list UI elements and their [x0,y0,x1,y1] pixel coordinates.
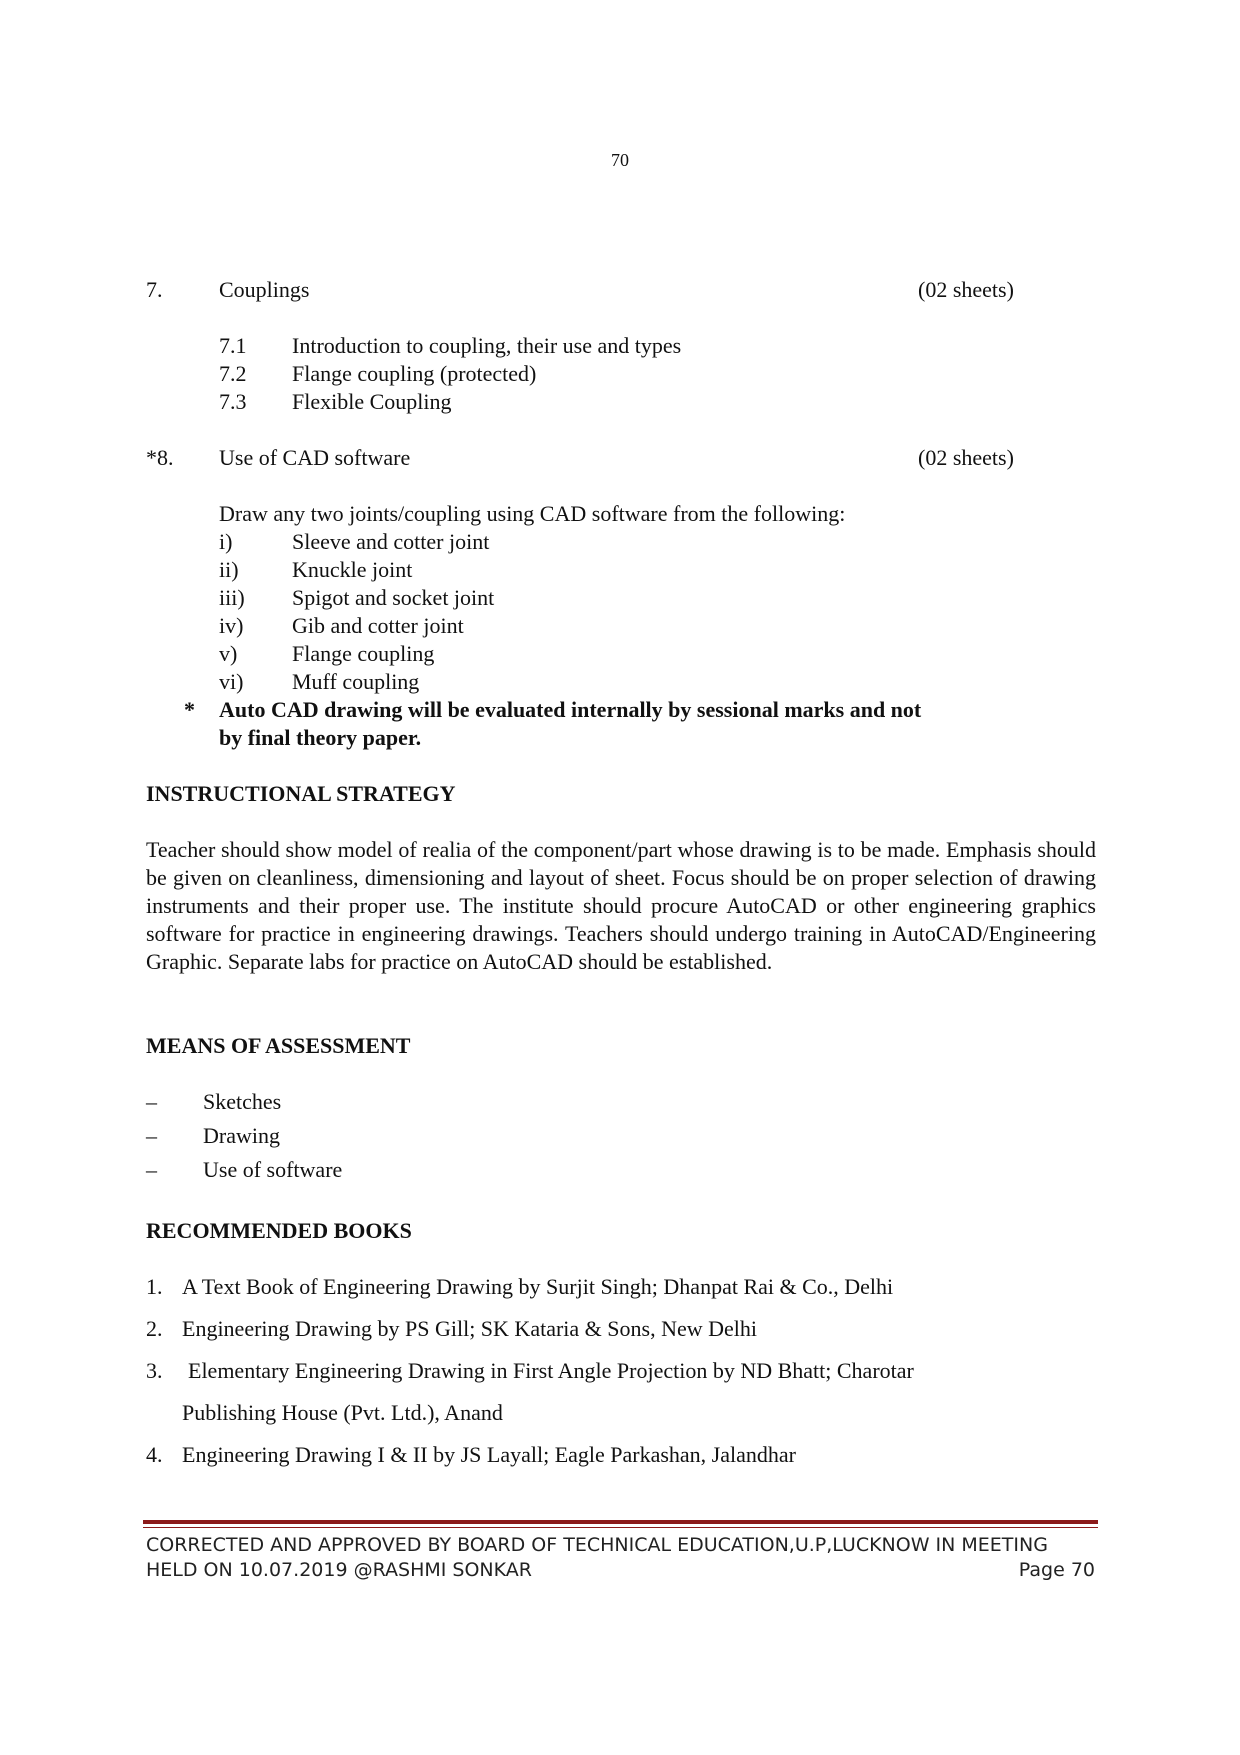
item-number: v) [219,641,238,666]
book-number: 4. [146,1442,163,1467]
books-heading: RECOMMENDED BOOKS [146,1218,412,1243]
assessment-item: Drawing [203,1123,280,1148]
instructional-strategy-heading: INSTRUCTIONAL STRATEGY [146,781,456,806]
section-8-title: Use of CAD software [219,445,411,470]
item-number: 7.2 [219,361,247,386]
item-number: ii) [219,557,239,582]
footer-approval-line-1: CORRECTED AND APPROVED BY BOARD OF TECHNICAL EDUCATION,U.P,LUCKNOW IN MEETING [146,1534,1048,1556]
item-number: iv) [219,613,244,638]
section-7-number: 7. [146,277,163,302]
item-text: Muff coupling [292,669,420,694]
item-number: 7.1 [219,333,247,358]
dash-bullet: – [146,1157,157,1182]
item-text: Introduction to coupling, their use and types [292,333,682,358]
item-number: vi) [219,669,244,694]
item-text: Spigot and socket joint [292,585,495,610]
book-number: 2. [146,1316,163,1341]
section-7-sheets: (02 sheets) [918,277,1014,302]
item-text: Flange coupling (protected) [292,361,537,386]
item-number: i) [219,529,233,554]
dash-bullet: – [146,1089,157,1114]
book-number: 3. [146,1358,163,1383]
instructional-strategy-body: Teacher should show model of realia of the component/part whose drawing is to be made. Emphasis should be given on cleanliness, dimensioning and layout of sheet. Focus should be on proper selection of drawing instruments and their proper use. The institute should procure AutoCAD or other engineering graphics software for practice in engineering drawings. Teachers should undergo training in AutoCAD/Engineering Graphic. Separate labs for practice on AutoCAD should be established. [146,837,1096,974]
item-text: Gib and cotter joint [292,613,464,638]
section-8-number: *8. [146,445,174,470]
note-star: * [184,697,195,722]
book-title-continued: Publishing House (Pvt. Ltd.), Anand [182,1400,503,1425]
item-number: 7.3 [219,389,247,414]
assessment-heading: MEANS OF ASSESSMENT [146,1033,411,1058]
footer-page-label: Page 70 [1018,1559,1095,1581]
note-line-1: Auto CAD drawing will be evaluated internally by sessional marks and not [219,697,922,722]
book-title: Engineering Drawing I & II by JS Layall; Eagle Parkashan, Jalandhar [182,1442,796,1467]
note-line-2: by final theory paper. [219,725,422,750]
book-number: 1. [146,1274,163,1299]
item-text: Flange coupling [292,641,435,666]
footer-rule-thin [143,1527,1098,1528]
assessment-item: Use of software [203,1157,343,1182]
footer-approval-line-2: HELD ON 10.07.2019 @RASHMI SONKAR [146,1559,532,1581]
section-8-sheets: (02 sheets) [918,445,1014,470]
item-text: Knuckle joint [292,557,413,582]
page-number: 70 [611,150,629,170]
footer-rule-thick [143,1520,1098,1524]
section-8-intro: Draw any two joints/coupling using CAD software from the following: [219,501,846,526]
item-text: Flexible Coupling [292,389,452,414]
book-title: A Text Book of Engineering Drawing by Surjit Singh; Dhanpat Rai & Co., Delhi [182,1274,894,1299]
item-text: Sleeve and cotter joint [292,529,490,554]
section-7-title: Couplings [219,277,310,302]
dash-bullet: – [146,1123,157,1148]
book-title: Elementary Engineering Drawing in First Angle Projection by ND Bhatt; Charotar [188,1358,914,1383]
book-title: Engineering Drawing by PS Gill; SK Kataria & Sons, New Delhi [182,1316,757,1341]
item-number: iii) [219,585,245,610]
assessment-item: Sketches [203,1089,282,1114]
